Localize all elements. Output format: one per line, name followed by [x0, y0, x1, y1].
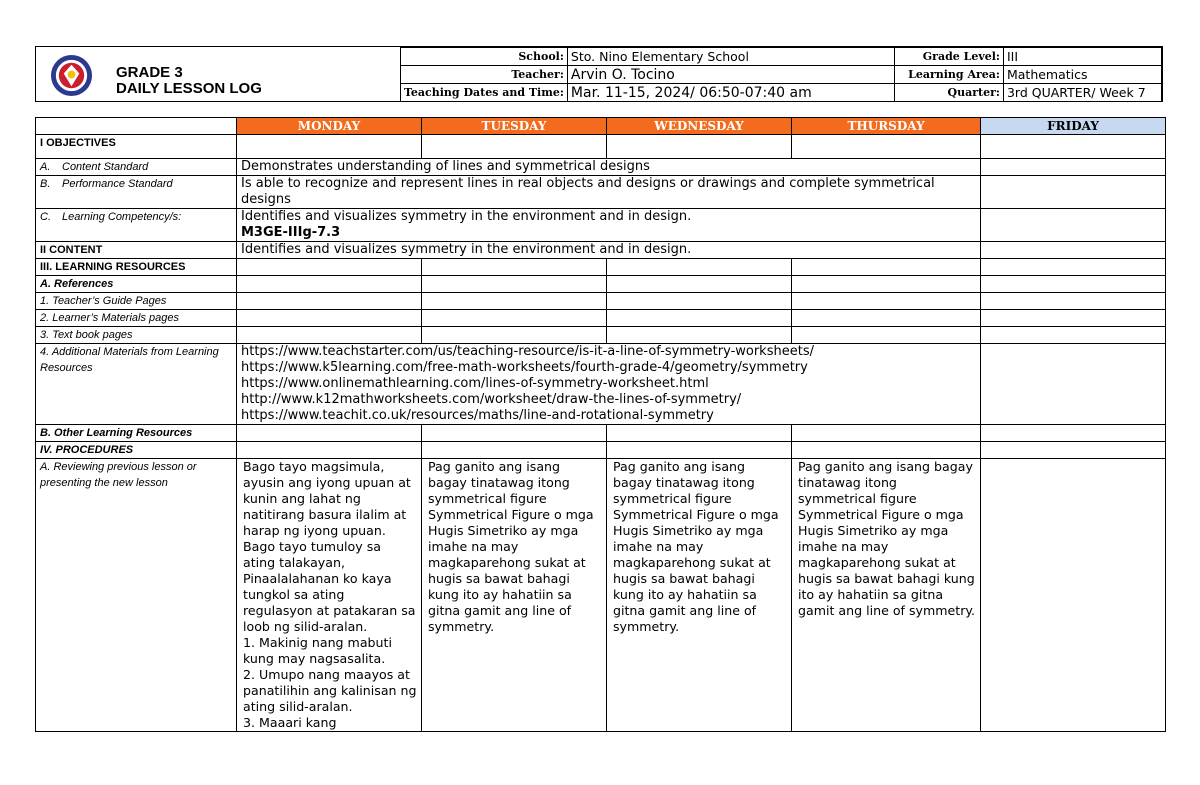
day-header-tuesday: TUESDAY	[422, 118, 607, 135]
learning-area-value: Mathematics	[1003, 66, 1161, 84]
quarter-value: 3rd QUARTER/ Week 7	[1003, 84, 1161, 102]
content-value: Identifies and visualizes symmetry in the environment and in design.	[237, 242, 981, 259]
objectives-label: I OBJECTIVES	[36, 135, 237, 159]
other-resources-label: B. Other Learning Resources	[36, 425, 237, 442]
deped-seal-icon	[50, 54, 93, 97]
day-header-monday: MONDAY	[237, 118, 422, 135]
performance-standard-label: B. Performance Standard	[36, 176, 237, 209]
grade-level-value: III	[1003, 48, 1161, 66]
resource-link[interactable]: https://www.k5learning.com/free-math-worksheets/fourth-grade-4/geometry/symmetry	[241, 360, 808, 375]
teacher-value: Arvin O. Tocino	[567, 66, 894, 84]
performance-standard-value: Is able to recognize and represent lines in real objects and designs or drawings and complete symmetrical designs	[237, 176, 981, 209]
header-box	[35, 46, 1163, 102]
corner-cell	[36, 118, 237, 135]
dates-value: Mar. 11-15, 2024/ 06:50-07:40 am	[567, 84, 894, 102]
additional-materials-label: 4. Additional Materials from Learning Resources	[36, 344, 237, 425]
monday-procedure: Bago tayo magsimula, ayusin ang iyong upuan at kunin ang lahat ng natitirang basura ilalim at harap ng iyong upuan. Bago tayo tumuloy sa ating talakayan, Pinaalalahanan ko kaya tungkol sa ating regulasyon at patakaran sa loob ng silid-aralan. 1. Makinig nang mabuti kung may nagsasalita. 2. Umupo nang maayos at panatilihin ang kalinisan ng ating silid-aralan. 3. Maaari kang	[237, 459, 422, 732]
procedures-label: IV. PROCEDURES	[36, 442, 237, 459]
resource-link[interactable]: https://www.teachit.co.uk/resources/maths/line-and-rotational-symmetry	[241, 408, 714, 423]
grade-title: GRADE 3 DAILY LESSON LOG	[116, 64, 262, 97]
resource-link[interactable]: https://www.teachstarter.com/us/teaching-resource/is-it-a-line-of-symmetry-worksheets/	[241, 344, 814, 359]
teacher-label: Teacher:	[401, 66, 568, 84]
quarter-label: Quarter:	[895, 84, 1004, 102]
content-label: II CONTENT	[36, 242, 237, 259]
learners-materials-label: 2. Learner’s Materials pages	[36, 310, 237, 327]
teachers-guide-label: 1. Teacher’s Guide Pages	[36, 293, 237, 310]
competency-code: M3GE-IIIg-7.3	[241, 225, 341, 240]
wednesday-procedure: Pag ganito ang isang bagay tinatawag itong symmetrical figure Symmetrical Figure o mga Hugis Simetriko ay mga imahe na may magkaparehong sukat at hugis sa bawat bahagi kung ito ay hahatiin sa gitna gamit ang line of symmetry.	[607, 459, 792, 732]
resources-label: III. LEARNING RESOURCES	[36, 259, 237, 276]
friday-procedure	[981, 459, 1166, 732]
learning-area-label: Learning Area:	[895, 66, 1004, 84]
competency-label: C. Learning Competency/s:	[36, 209, 237, 242]
lesson-log-table	[35, 117, 1166, 732]
textbook-label: 3. Text book pages	[36, 327, 237, 344]
dates-label: Teaching Dates and Time:	[401, 84, 568, 102]
review-lesson-label: A. Reviewing previous lesson or presenting the new lesson	[36, 459, 237, 732]
grade-level-label: Grade Level:	[895, 48, 1004, 66]
references-label: A. References	[36, 276, 237, 293]
content-standard-label: A. Content Standard	[36, 159, 237, 176]
additional-materials-links	[237, 344, 981, 425]
thursday-procedure: Pag ganito ang isang bagay tinatawag itong symmetrical figure Symmetrical Figure o mga Hugis Simetriko ay mga imahe na may magkaparehong sukat at hugis sa bawat bahagi kung ito ay hahatiin sa gitna gamit ang line of symmetry.	[792, 459, 981, 732]
tuesday-procedure: Pag ganito ang isang bagay tinatawag itong symmetrical figure Symmetrical Figure o mga Hugis Simetriko ay mga imahe na may magkaparehong sukat at hugis sa bawat bahagi kung ito ay hahatiin sa gitna gamit ang line of symmetry.	[422, 459, 607, 732]
competency-value: Identifies and visualizes symmetry in the environment and in design. M3GE-IIIg-7.3	[237, 209, 981, 242]
day-header-thursday: THURSDAY	[792, 118, 981, 135]
school-value: Sto. Nino Elementary School	[567, 48, 894, 66]
school-label: School:	[401, 48, 568, 66]
resource-link[interactable]: https://www.onlinemathlearning.com/lines-of-symmetry-worksheet.html	[241, 376, 709, 391]
day-header-friday: FRIDAY	[981, 118, 1166, 135]
day-header-wednesday: WEDNESDAY	[607, 118, 792, 135]
info-table	[400, 47, 1162, 102]
content-standard-value: Demonstrates understanding of lines and symmetrical designs	[237, 159, 981, 176]
resource-link[interactable]: http://www.k12mathworksheets.com/worksheet/draw-the-lines-of-symmetry/	[241, 392, 742, 407]
